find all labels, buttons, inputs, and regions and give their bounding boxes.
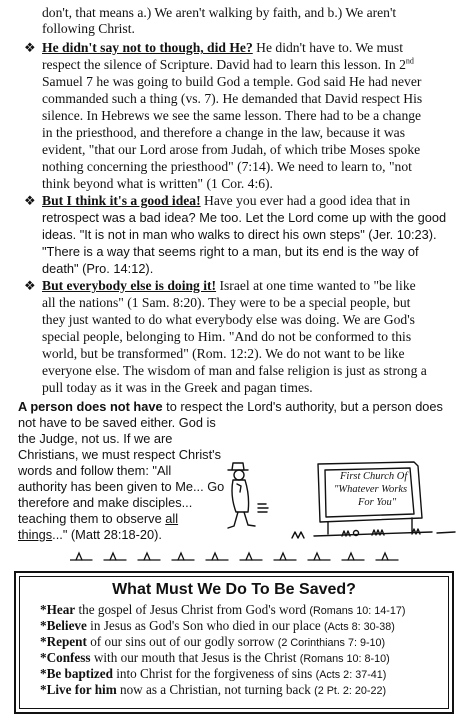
section-1-line: evident, "that our Lord arose from Judah, of which tribe Moses spoke [42,142,421,157]
section-3-line: special people, belonging to Him. "And do not be conformed to this [42,329,412,344]
underlined-word: things [18,527,53,542]
section-2-first-line [42,193,410,209]
closing-last-line [18,527,162,543]
section-1-heading: He didn't say not to though, did He? [42,40,253,55]
intro-line-2: following Christ. [42,21,135,36]
step-item [40,602,405,619]
closing-line [18,511,178,527]
closing-line: words and follow them: "All [18,463,172,478]
step-item [40,682,386,699]
section-3-heading: But everybody else is doing it! [42,278,217,293]
section-3-line: pull today as it was in the Greek and pagan times. [42,380,313,395]
closing-line: not have to be saved either. God is [18,415,216,430]
section-1-line: think beyond what is written" (1 Cor. 4:6). [42,176,273,191]
closing-line: the Judge, not us. If we are [18,431,173,446]
step-verb: *Be baptized [40,666,113,681]
section-2-line: "There is a way that seems right to a man, but its end is the way of [42,244,419,259]
step-reference: (Acts 2: 37-41) [315,669,387,681]
diamond-bullet-icon: ❖ [24,40,36,55]
section-1-line [42,57,414,73]
section-1-line: Samuel 7 he was going to build God a temple. God said He had never [42,74,422,89]
step-verb: *Repent [40,634,87,649]
sign-line-1: First Church Of [340,471,408,482]
step-verb: *Hear [40,602,76,617]
step-reference: (Romans 10: 14-17) [309,605,406,617]
step-text: into Christ for the forgiveness of sins [112,666,316,681]
step-text: of our sins out of our godly sorrow [86,634,278,649]
step-reference: (Romans 10: 8-10) [299,653,390,665]
sign-line-3: For You" [358,497,397,508]
step-text: now as a Christian, not turning back [116,682,315,697]
section-1-first-line [42,40,403,56]
closing-line: therefore and make disciples... [18,495,193,510]
closing-text: teaching them to observe [18,511,166,526]
section-3-first-line [42,278,416,294]
section-1-first-text: He didn't have to. We must [252,40,403,55]
section-1-line: commanded such a thing (vs. 7). He demanded that David respect His [42,91,423,106]
closing-first-line [18,399,443,415]
section-2-first-text: Have you ever had a good idea that in [200,193,411,208]
diamond-bullet-icon: ❖ [24,278,36,293]
step-reference: (2 Pt. 2: 20-22) [314,685,387,697]
section-2-heading: But I think it's a good idea! [42,193,201,208]
step-text: in Jesus as God's Son who died in our place [86,618,325,633]
closing-line: Christians, we must respect Christ's [18,447,221,462]
section-2-line: retrospect was a bad idea? Me too. Let the Lord come up with the good [42,210,447,225]
section-2-line: ideas. "It is not in man who walks to direct his own steps" (Jer. 10:23). [42,227,437,242]
step-item [40,618,395,635]
grass-divider-icon [70,548,410,564]
sign-line-2: "Whatever Works [334,484,408,495]
section-3-first-text: Israel at one time wanted to "be like [216,278,416,293]
section-3-line: all the nations" (1 Sam. 8:20). They were to be a special people, but [42,295,411,310]
step-verb: *Confess [40,650,91,665]
step-reference: (2 Corinthians 7: 9-10) [277,637,386,649]
section-1-line: nothing concerning the priesthood" (7:14). We need to learn to, "not [42,159,412,174]
grass-divider [70,548,410,564]
box-title: What Must We Do To Be Saved? [112,581,356,598]
closing-last-text: ..." (Matt 28:18-20). [52,527,162,542]
section-2-line: death" (Pro. 14:12). [42,261,154,276]
ordinal-suffix: nd [405,56,414,66]
step-text: the gospel of Jesus Christ from God's word [75,602,310,617]
diamond-bullet-icon: ❖ [24,193,36,208]
step-text: with our mouth that Jesus is the Christ [90,650,300,665]
step-verb: *Believe [40,618,87,633]
step-item [40,650,390,667]
section-3-line: they just wanted to do what everybody else was doing. We are God's [42,312,415,327]
intro-line-1: don't, that means a.) We aren't walking by faith, and b.) We aren't [42,5,397,20]
step-item [40,666,386,683]
closing-first-text: to respect the Lord's authority, but a person does [162,399,443,414]
section-3-line: everyone else. The wisdom of man and false religion is just as strong a [42,363,427,378]
step-item [40,634,385,651]
step-reference: (Acts 8: 30-38) [324,621,395,633]
cartoon-illustration [222,460,458,542]
section-1-line: in the priesthood, and therefore a change in the law, because it was [42,125,405,140]
closing-lead: A person does not have [18,399,163,414]
section-1-text: respect the silence of Scripture. David had to learn this lesson. In 2 [42,57,406,72]
step-verb: *Live for him [40,682,117,697]
underlined-word: all [165,511,179,526]
section-1-line: silence. In Hebrews we see the same lesson. There had to be a change [42,108,422,123]
section-3-line: world, but be transformed" (Rom. 12:2). We do not want to be like [42,346,405,361]
closing-line: authority has been given to Me... Go [18,479,225,494]
